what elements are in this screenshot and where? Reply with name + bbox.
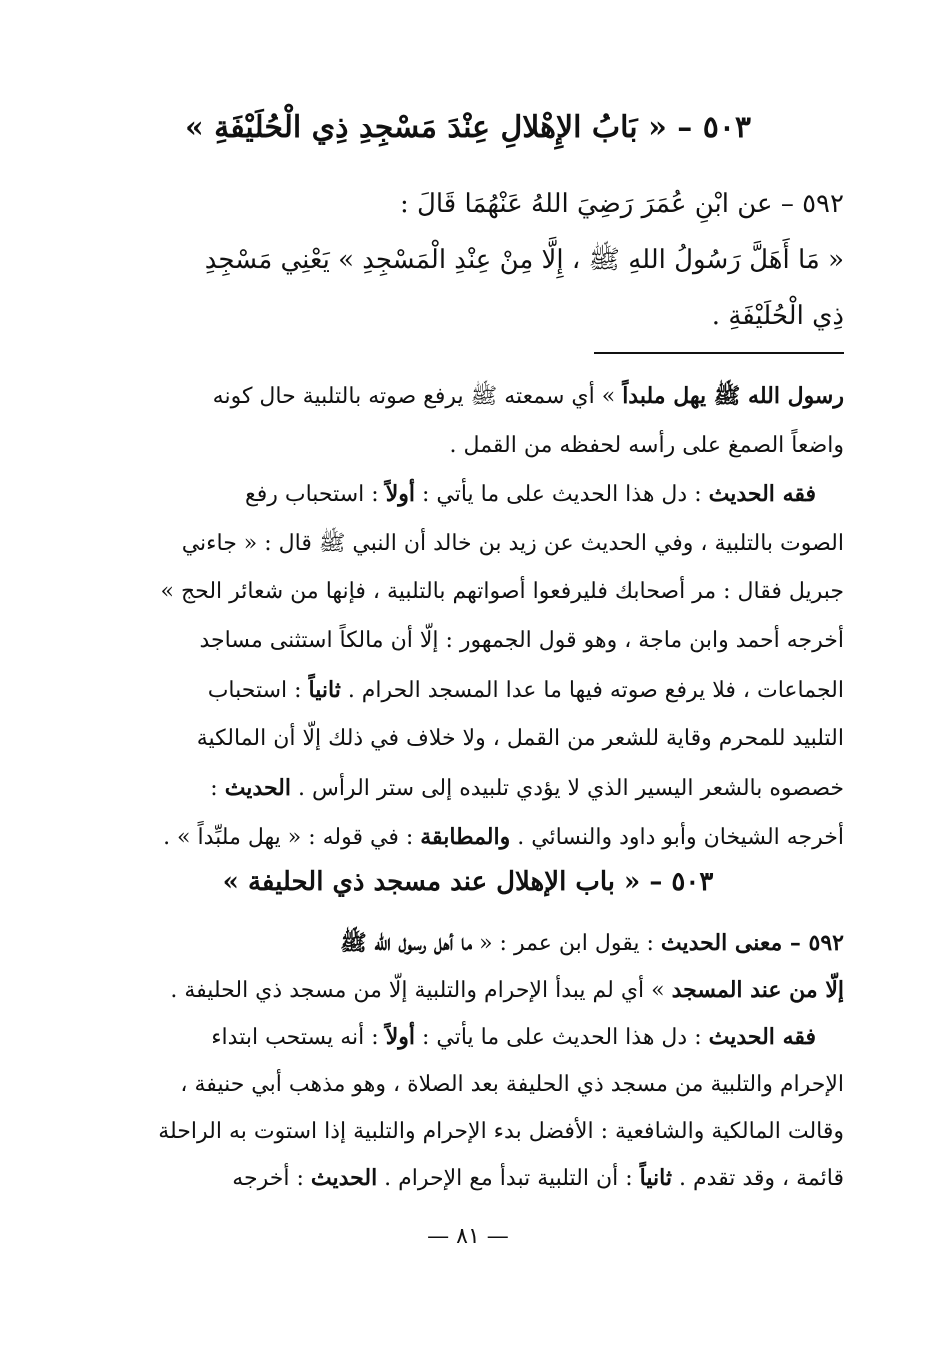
commentary-line: جبريل فقال : مر أصحابك فليرفعوا أصواتهم بالتلبية ، فإنها من شعائر الحج » <box>160 579 844 605</box>
point-two-label: ثانياً <box>639 1165 672 1191</box>
commentary-line: التلبيد للمحرم وقاية للشعر من القمل ، ولا خلاف في ذلك إلّا أن المالكية <box>196 726 844 752</box>
point-two-label: ثانياً <box>308 676 341 703</box>
footnote-divider <box>594 352 844 354</box>
commentary-line: واضعاً الصمغ على رأسه لحفظه من القمل . <box>449 432 844 458</box>
hadith-text <box>92 176 844 344</box>
fiqh-label: فقه الحديث <box>708 1024 817 1050</box>
commentary-line: خصصوه بالشعر اليسير الذي لا يؤدي تلبيده إلى ستر الرأس . الحديث : <box>210 774 844 801</box>
hadith-label: الحديث <box>224 774 291 801</box>
explanation-line: الإحرام والتلبية من مسجد ذي الحليفة بعد الصلاة ، وهو مذهب أبي حنيفة ، <box>180 1072 844 1097</box>
page-number: — ٨١ — <box>427 1224 509 1249</box>
point-one-label: أولاً <box>385 481 415 508</box>
commentary-block <box>92 372 844 863</box>
hadith-line: ذِي الْحُلَيْفَةِ . <box>711 301 844 331</box>
explanation-block <box>92 920 844 1202</box>
lead-term: رسول الله ﷺ يهل ملبداً <box>622 383 844 409</box>
hadith-narration: ٥٩٢ – عن ابْنِ عُمَرَ رَضِيَ اللهُ عَنْهُمَا قَالَ : <box>399 189 844 219</box>
commentary-line: الجماعات ، فلا يرفع صوته فيها ما عدا المسجد الحرام . ثانياً : استحباب <box>207 676 844 703</box>
commentary-line: فقه الحديث : دل هذا الحديث على ما يأتي : أولاً : استحباب رفع <box>245 481 817 508</box>
explanation-line: قائمة ، وقد تقدم . ثانياً : أن التلبية تبدأ مع الإحرام . الحديث : أخرجه <box>232 1165 844 1191</box>
hadith-label: الحديث <box>310 1165 378 1191</box>
commentary-line: أخرجه أحمد وابن ماجة ، وهو قول الجمهور : إلّا أن مالكاً استثنى مساجد <box>199 627 844 653</box>
correspondence-label: والمطابقة <box>420 824 511 851</box>
explanation-line: ٥٩٢ – معنى الحديث : يقول ابن عمر : « ما أهل رسول الله ﷺ <box>340 930 844 956</box>
meaning-label: ٥٩٢ – معنى الحديث <box>660 930 844 956</box>
explanation-line: إلّا من عند المسجد » أي لم يبدأ الإحرام والتلبية إلّا من مسجد ذي الحليفة . <box>170 977 844 1003</box>
fiqh-label: فقه الحديث <box>708 481 817 508</box>
chapter-title: ٥٠٣ – « بَابُ الإِهْلالِ عِنْدَ مَسْجِدِ ذِي الْحُلَيْفَةِ » <box>184 110 752 145</box>
explanation-line: وقالت المالكية والشافعية : الأفضل بدء الإحرام والتلبية إذا استوت به الراحلة <box>158 1119 844 1144</box>
commentary-line: أخرجه الشيخان وأبو داود والنسائي . والمطابقة : في قوله : « يهل ملبِّداً » . <box>163 824 844 851</box>
hadith-line: « مَا أَهَلَّ رَسُولُ اللهِ ﷺ ، إِلَّا مِنْ عِنْدِ الْمَسْجِدِ » يَعْنِي مَسْجِدِ <box>204 245 844 275</box>
chapter-title-2: ٥٠٣ – « باب الإهلال عند مسجد ذي الحليفة » <box>222 867 714 897</box>
commentary-line: رسول الله ﷺ يهل ملبداً » أي سمعته ﷺ يرفع صوته بالتلبية حال كونه <box>212 383 844 409</box>
point-one-label: أولاً <box>385 1024 415 1050</box>
commentary-line: الصوت بالتلبية ، وفي الحديث عن زيد بن خالد أن النبي ﷺ قال : « جاءني <box>181 530 844 556</box>
explanation-line: فقه الحديث : دل هذا الحديث على ما يأتي : أولاً : أنه يستحب ابتداء <box>211 1024 817 1050</box>
